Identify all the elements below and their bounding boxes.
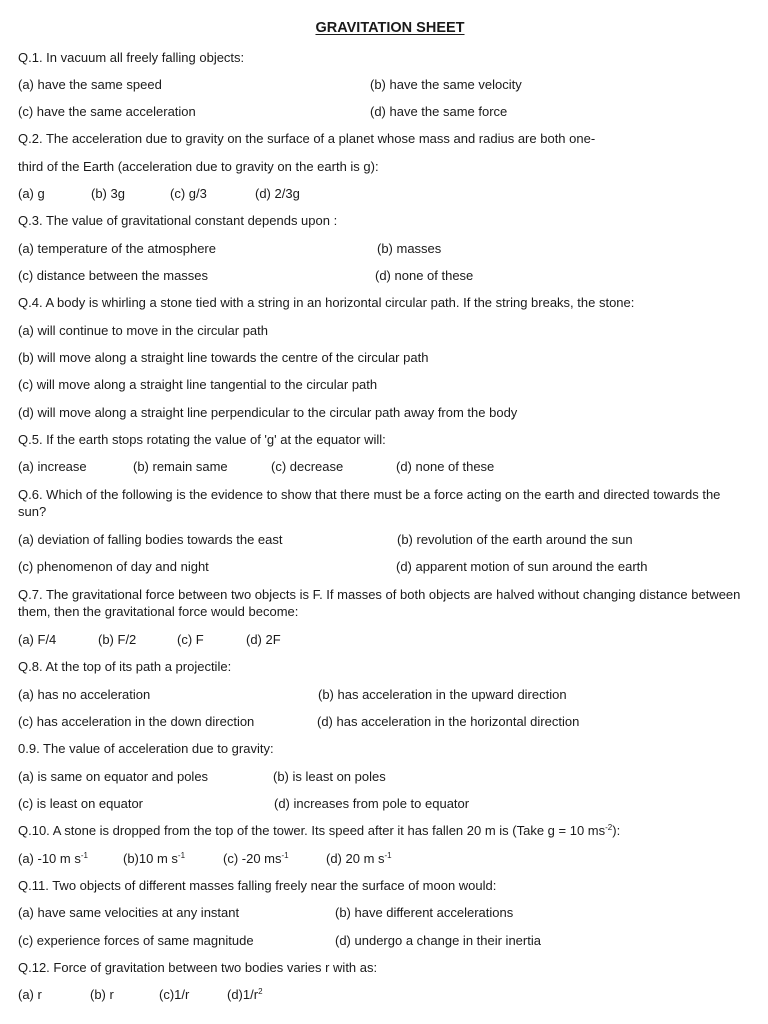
question-1-options-row-1	[18, 76, 762, 93]
question-3-stem: Q.3. The value of gravitational constant depends upon :	[18, 213, 338, 229]
question-11-option-d: (d) undergo a change in their inertia	[335, 932, 541, 948]
question-7-option-c: (c) F	[177, 632, 204, 648]
question-10-options-row	[18, 850, 762, 867]
question-10-option-b-exponent: -1	[177, 850, 186, 860]
question-2-stem-line-2: third of the Earth (acceleration due to gravity on the earth is g):	[18, 158, 379, 174]
question-3-option-a: (a) temperature of the atmosphere	[18, 240, 216, 256]
question-12-options-row	[18, 986, 762, 1003]
question-6-option-b: (b) revolution of the earth around the sun	[397, 532, 633, 548]
question-7-options-row	[18, 631, 762, 648]
question-5-option-c: (c) decrease	[271, 459, 344, 475]
question-12-stem: Q.12. Force of gravitation between two bodies varies r with as:	[18, 960, 378, 975]
question-10-option-b	[123, 850, 185, 867]
question-10-option-d	[326, 850, 392, 867]
question-8-stem: Q.8. At the top of its path a projectile:	[18, 659, 232, 675]
question-3-option-c: (c) distance between the masses	[18, 268, 209, 284]
question-6-stem-line-1: Q.6. Which of the following is the evidence to show that there must be a force acting on the earth and directed towards the	[18, 486, 721, 502]
question-12-option-b: (b) r	[90, 987, 114, 1003]
question-10-stem-text: Q.10. A stone is dropped from the top of the tower. Its speed after it has fallen 20 m is (Take g = 10 ms	[18, 823, 606, 839]
document-title	[18, 18, 762, 38]
question-1-option-d: (d) have the same force	[370, 104, 508, 120]
question-5-option-d: (d) none of these	[396, 459, 495, 475]
question-7-option-a: (a) F/4	[18, 632, 57, 648]
question-10-option-a	[18, 850, 88, 867]
question-3-options-row-1	[18, 240, 762, 257]
document-title-text: GRAVITATION SHEET	[315, 20, 465, 36]
question-4-option-b: (b) will move along a straight line towards the centre of the circular path	[18, 350, 429, 366]
question-9-option-d: (d) increases from pole to equator	[274, 796, 470, 812]
question-10-option-a-exponent: -1	[80, 850, 88, 860]
question-9-option-a: (a) is same on equator and poles	[18, 768, 209, 784]
question-6-option-d: (d) apparent motion of sun around the earth	[396, 559, 648, 575]
question-8-option-d: (d) has acceleration in the horizontal direction	[317, 714, 580, 730]
question-9-options-row-1	[18, 768, 762, 785]
question-7-option-d: (d) 2F	[246, 632, 281, 648]
question-11-options-row-2	[18, 932, 762, 949]
question-12-option-d-text: (d)1/r	[227, 987, 259, 1003]
question-2-stem-line-1: Q.2. The acceleration due to gravity on the surface of a planet whose mass and radius are both one-	[18, 131, 596, 147]
question-8-option-c: (c) has acceleration in the down direction	[18, 714, 255, 730]
question-10-stem-end: ):	[612, 823, 621, 839]
question-1-options-row-2	[18, 103, 762, 120]
question-3-option-d: (d) none of these	[375, 268, 474, 284]
question-11-options-row-1	[18, 904, 762, 921]
question-5-stem: Q.5. If the earth stops rotating the value of 'g' at the equator will:	[18, 432, 386, 448]
question-4-option-a: (a) will continue to move in the circular path	[18, 322, 269, 338]
question-6-stem-line-2: sun?	[18, 504, 47, 520]
question-10-stem-exponent: -2	[605, 823, 613, 833]
question-5-option-b: (b) remain same	[133, 459, 228, 475]
question-10-stem	[18, 822, 762, 839]
question-2-options-row	[18, 185, 762, 202]
question-8-options-row-2	[18, 713, 762, 730]
question-1-stem: Q.1. In vacuum all freely falling objects:	[18, 49, 245, 65]
question-4-stem: Q.4. A body is whirling a stone tied with a string in an horizontal circular path. If the string breaks, the stone:	[18, 295, 635, 311]
question-8-options-row-1	[18, 686, 762, 703]
question-10-option-c-text: (c) -20 ms	[223, 850, 282, 866]
question-1-option-a: (a) have the same speed	[18, 76, 162, 92]
question-2-option-a: (a) g	[18, 186, 45, 202]
question-7-stem-line-2: them, then the gravitational force would become:	[18, 604, 299, 620]
question-10-option-c	[223, 850, 289, 867]
question-9-options-row-2	[18, 795, 762, 812]
question-12-option-c: (c)1/r	[159, 987, 190, 1003]
question-11-option-b: (b) have different accelerations	[335, 905, 514, 921]
question-10-option-d-text: (d) 20 m s	[326, 850, 385, 866]
question-7-stem	[18, 586, 762, 621]
question-9-stem: 0.9. The value of acceleration due to gravity:	[18, 741, 274, 757]
question-12-option-d-exponent: 2	[258, 987, 263, 997]
question-3-option-b: (b) masses	[377, 240, 442, 256]
question-8-option-a: (a) has no acceleration	[18, 686, 151, 702]
question-10-option-b-text: (b)10 m s	[123, 850, 178, 866]
question-12-option-a: (a) r	[18, 987, 42, 1003]
question-4-option-d: (d) will move along a straight line perpendicular to the circular path away from the body	[18, 404, 518, 420]
question-5-options-row	[18, 458, 762, 475]
question-2-option-b: (b) 3g	[91, 186, 125, 202]
question-2-option-d: (d) 2/3g	[255, 186, 300, 202]
question-11-option-a: (a) have same velocities at any instant	[18, 905, 240, 921]
question-11-stem: Q.11. Two objects of different masses falling freely near the surface of moon would:	[18, 878, 497, 894]
question-1-option-b: (b) have the same velocity	[370, 76, 522, 92]
question-9-option-b: (b) is least on poles	[273, 768, 386, 784]
question-6-option-a: (a) deviation of falling bodies towards the east	[18, 532, 283, 548]
question-6-options-row-2	[18, 558, 762, 575]
question-2-option-c: (c) g/3	[170, 186, 207, 202]
question-12-option-d	[227, 986, 263, 1003]
question-3-options-row-2	[18, 267, 762, 284]
question-9-option-c: (c) is least on equator	[18, 796, 144, 812]
question-11-option-c: (c) experience forces of same magnitude	[18, 932, 254, 948]
question-10-option-c-exponent: -1	[281, 850, 289, 860]
question-6-option-c: (c) phenomenon of day and night	[18, 559, 209, 575]
question-8-option-b: (b) has acceleration in the upward direction	[318, 686, 567, 702]
question-10-option-a-text: (a) -10 m s	[18, 850, 81, 866]
question-1-option-c: (c) have the same acceleration	[18, 104, 196, 120]
question-7-option-b: (b) F/2	[98, 632, 137, 648]
question-5-option-a: (a) increase	[18, 459, 87, 475]
question-7-stem-line-1: Q.7. The gravitational force between two objects is F. If masses of both objects are halved without changing distance between	[18, 586, 741, 602]
question-6-options-row-1	[18, 531, 762, 548]
question-4-option-c: (c) will move along a straight line tangential to the circular path	[18, 377, 378, 393]
question-10-option-d-exponent: -1	[384, 850, 392, 860]
question-6-stem	[18, 486, 762, 521]
